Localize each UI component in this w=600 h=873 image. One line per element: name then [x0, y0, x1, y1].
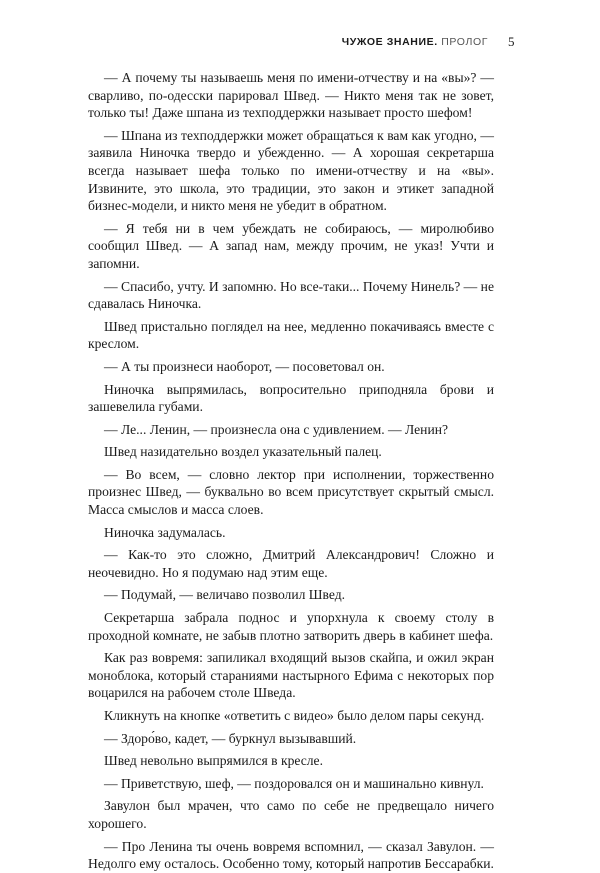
- paragraph: Швед назидательно воздел указательный палец.: [104, 444, 382, 460]
- paragraph: — Шпана из техподдержки может обращаться к вам как угодно, — заявила Ниночка твердо и убежденно. — А хорошая секретарша всегда называет шефа только по имени-отчеству и на «вы». Извините, это школа, это традиции, это закон и этикет западной бизнес-модели, и никто меня не убедит в обратном.: [88, 127, 494, 214]
- paragraph: — Здоро́во, кадет, — буркнул вызывавший.: [104, 730, 357, 746]
- paragraph: — Приветствую, шеф, — поздоровался он и машинально кивнул.: [104, 775, 484, 791]
- paragraph: Ниночка выпрямилась, вопросительно приподняла брови и зашевелила губами.: [88, 381, 494, 415]
- paragraph: Ниночка задумалась.: [104, 524, 226, 540]
- page-body: [88, 69, 494, 873]
- paragraph: — Ле... Ленин, — произнесла она с удивлением. — Ленин?: [104, 421, 449, 437]
- running-header: [88, 36, 488, 48]
- paragraph: — А почему ты называешь меня по имени-отчеству и на «вы»? — сварливо, по-одесски парировал Швед. — Никто меня так не зовет, только ты! Даже шпана из техподдержки называет просто шефом!: [88, 70, 494, 121]
- paragraph: Секретарша забрала поднос и упорхнула к своему столу в проходной комнате, не забыв плотно затворить дверь в кабинет шефа.: [88, 610, 494, 643]
- page-number: 5: [508, 34, 515, 49]
- chapter-title: ПРОЛОГ: [441, 36, 488, 48]
- paragraph: Как раз вовремя: запиликал входящий вызов скайпа, и ожил экран моноблока, который стараниями настырного Ефима с некоторых пор воцарился на рабочем столе Шведа.: [88, 650, 494, 701]
- paragraph: — Спасибо, учту. И запомню. Но все-таки... Почему Нинель? — не сдавалась Ниночка.: [88, 278, 494, 312]
- paragraph: — Подумай, — величаво позволил Швед.: [104, 587, 346, 603]
- paragraph: — А ты произнеси наоборот, — посоветовал он.: [104, 358, 385, 374]
- paragraph: Швед пристально поглядел на нее, медленно покачиваясь вместе с креслом.: [88, 318, 494, 352]
- paragraph: — Я тебя ни в чем убеждать не собираюсь, — миролюбиво сообщил Швед. — А запад нам, между прочим, не указ! Учти и запомни.: [88, 220, 494, 271]
- paragraph: — Во всем, — словно лектор при исполнении, торжественно произнес Швед, — буквально во всем присутствует скрытый смысл. Масса смыслов и масса слоев.: [88, 466, 494, 518]
- paragraph: — Как-то это сложно, Дмитрий Александрович! Сложно и неочевидно. Но я подумаю над этим еще.: [88, 547, 494, 580]
- paragraph: Швед невольно выпрямился в кресле.: [104, 753, 323, 769]
- paragraph: Кликнуть на кнопке «ответить с видео» было делом пары секунд.: [104, 708, 485, 723]
- book-title: ЧУЖОЕ ЗНАНИЕ.: [341, 36, 438, 48]
- paragraph: — Про Ленина ты очень вовремя вспомнил, — сказал Завулон. — Недолго ему осталось. Особенно тому, который напротив Бессарабки.: [88, 838, 494, 872]
- paragraph: Завулон был мрачен, что само по себе не предвещало ничего хорошего.: [88, 798, 494, 831]
